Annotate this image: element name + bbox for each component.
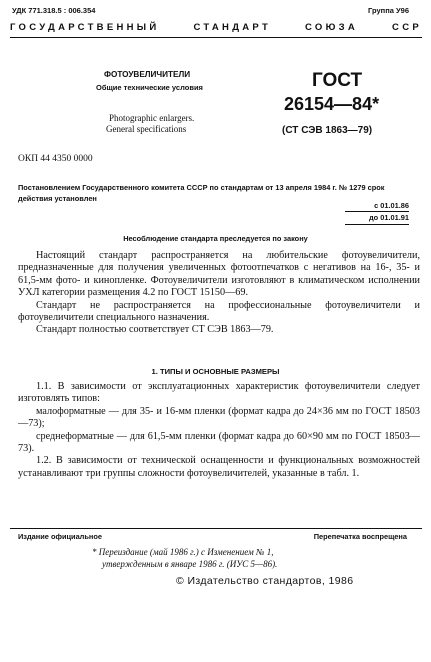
effective-date-to: до 01.01.91 — [368, 213, 409, 222]
gost-label: ГОСТ — [312, 70, 363, 91]
section-title: 1. ТИПЫ И ОСНОВНЫЕ РАЗМЕРЫ — [151, 367, 280, 376]
document-title-en: Photographic enlargers. — [109, 113, 195, 123]
header-divider — [10, 37, 422, 38]
okp-code: ОКП 44 4350 0000 — [18, 154, 93, 164]
copyright-notice: © Издательство стандартов, 1986 — [176, 575, 354, 587]
document-subtitle-en: General specifications — [106, 124, 187, 134]
footer-divider — [10, 528, 422, 529]
group-code: Группа У96 — [368, 6, 409, 15]
date-underline-from — [345, 211, 409, 212]
effective-date-from: с 01.01.86 — [374, 201, 409, 210]
reprint-prohibited-label: Перепечатка воспрещена — [313, 532, 407, 541]
date-underline-to — [345, 224, 409, 225]
udk-code: УДК 771.318.5 : 006.354 — [12, 6, 96, 15]
reissue-note-line2: утвержденным в январе 1986 г. (ИУС 5—86). — [102, 559, 278, 569]
gost-cmea-reference: (СТ СЭВ 1863—79) — [282, 125, 373, 136]
official-edition-label: Издание официальное — [18, 532, 103, 541]
body-paragraph: 1.1. В зависимости от эксплуатационных характеристик фотоувеличители следует изготовлять типов: — [18, 381, 420, 405]
reissue-note-line1: * Переиздание (май 1986 г.) с Изменением № 1, — [92, 547, 274, 557]
violation-notice: Несоблюдение стандарта преследуется по закону — [123, 234, 308, 243]
body-paragraph: малоформатные — для 35- и 16-мм пленки (формат кадра до 24×36 мм по ГОСТ 18503—73); — [18, 405, 420, 430]
decree-text: Постановлением Государственного комитета СССР по стандартам от 13 апреля 1984 г. № 1279 срок действия установлен — [18, 183, 385, 203]
document-subtitle-ru: Общие технические условия — [96, 83, 203, 92]
intro-paragraph: Настоящий стандарт распространяется на любительские фотоувеличители, предназначенные для получения увеличенных фотоотпечатков с негативов на 16-, 35- и 61,5-мм фото- и кинопленке. Фотоувеличители изготовляют в климатическом исполнении УХЛ категории размещения 4.2 по ГОСТ 15150—69. — [18, 250, 420, 299]
body-paragraph: 1.2. В зависимости от технической оснащенности и функциональных возможностей устанавливают три группы сложности фотоувеличителей, указанные в табл. 1. — [18, 455, 420, 479]
body-paragraph: среднеформатные — для 61,5-мм пленки (формат кадра до 60×90 мм по ГОСТ 18503—73). — [18, 430, 420, 455]
document-title-ru: ФОТОУВЕЛИЧИТЕЛИ — [104, 70, 191, 79]
gost-number: 26154—84* — [284, 94, 380, 114]
intro-paragraph: Стандарт не распространяется на профессиональные фотоувеличители и фотоувеличители специального назначения. — [18, 299, 420, 324]
intro-paragraph: Стандарт полностью соответствует СТ СЭВ 1863—79. — [36, 324, 274, 336]
section-body — [18, 381, 420, 480]
intro-section — [18, 250, 420, 337]
state-standard-banner: ГОСУДАРСТВЕННЫЙ СТАНДАРТ СОЮЗА ССР — [10, 22, 422, 33]
